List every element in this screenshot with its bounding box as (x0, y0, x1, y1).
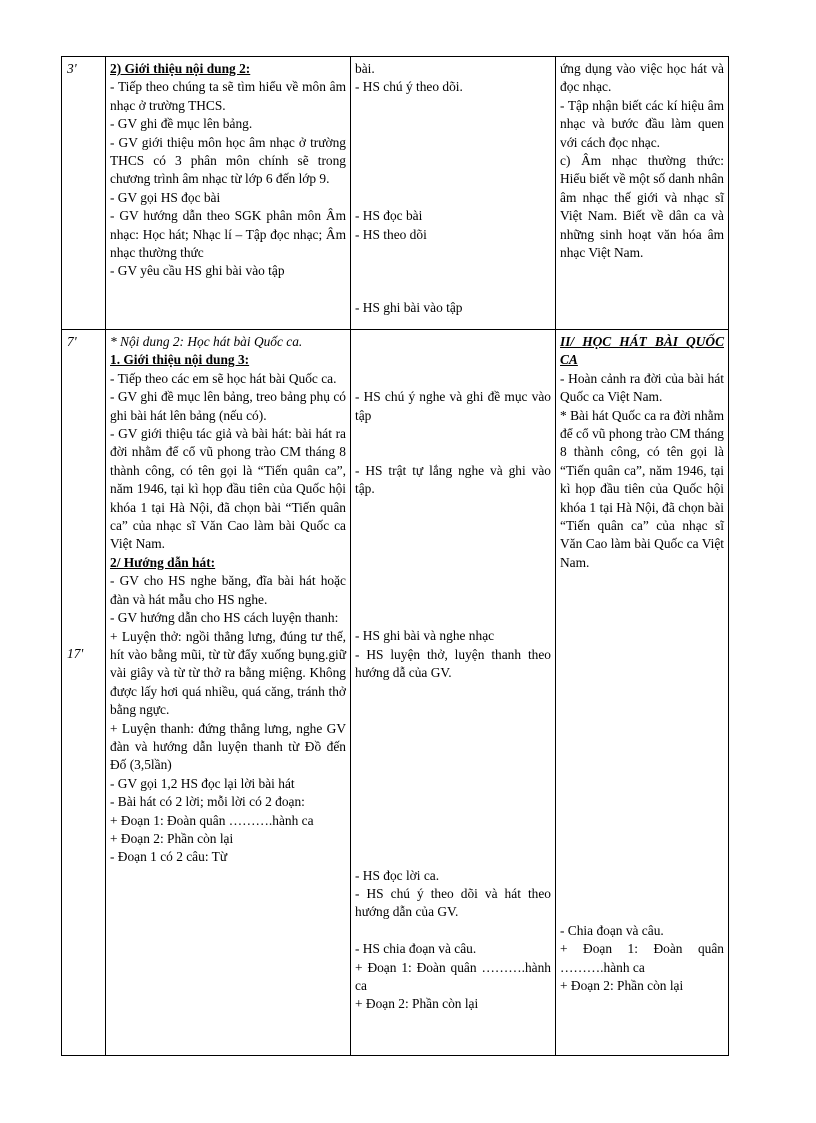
text-line: + Đoạn 1: Đoàn quân ……….hành ca (355, 959, 551, 994)
text-line: - HS theo dõi (355, 226, 427, 242)
text-line: - GV gọi 1,2 HS đọc lại lời bài hát (110, 775, 295, 791)
text-line: c) Âm nhạc thường thức: Hiểu biết về một số danh nhân âm nhạc thế giới và nhạc sĩ Việt Nam. Biết về dân ca và những sinh hoạt văn hóa âm nhạc Việt Nam. (560, 153, 724, 261)
spacer (355, 97, 551, 207)
text-line: - GV hướng dẫn cho HS cách luyện thanh: (110, 610, 339, 626)
text-line: - GV ghi đề mục lên bảng. (110, 116, 253, 132)
text-line: - GV ghi đề mục lên bảng, treo bảng phụ có ghi bài hát lên bảng (nếu có). (110, 389, 346, 423)
teacher-activity-cell (106, 57, 351, 330)
time-label: 17' (67, 646, 84, 662)
teacher-activity-cell (106, 330, 351, 1056)
text-line: - HS ghi bài và nghe nhạc (355, 628, 495, 644)
text-line: bài. (355, 61, 375, 76)
text-line: - GV giới thiệu môn học âm nhạc ở trường THCS có 3 phân môn chính sẽ trong chương trình âm nhạc từ lớp 6 đến lớp 9. (110, 134, 346, 187)
text-line: - HS chú ý theo dõi. (355, 79, 463, 95)
text-line: - Tập nhận biết các kí hiệu âm nhạc và bước đầu làm quen với cách đọc nhạc. (560, 97, 724, 150)
lesson-content-cell (556, 57, 729, 330)
text-line: - HS đọc bài (355, 208, 423, 224)
text-line: - GV hướng dẫn theo SGK phân môn Âm nhạc: Học hát; Nhạc lí – Tập đọc nhạc; Âm nhạc thường thức (110, 208, 346, 261)
text-line: - GV giới thiệu tác giả và bài hát: bài hát ra đời nhằm để cổ vũ phong trào CM tháng 8 thành công, có tên gọi là “Tiến quân ca”, năm 1946, tại kì họp đầu tiên của Quốc hội khóa 1 tại Hà Nội, đã chọn bài “Tiến quân ca” của nhạc sĩ Văn Cao làm bài Quốc ca Việt Nam. (110, 426, 346, 552)
text-line: ứng dụng vào việc học hát và đọc nhạc. (560, 61, 724, 95)
text-line: * Bài hát Quốc ca ra đời nhằm để cổ vũ phong trào CM tháng 8 thành công, có tên gọi là “Tiến quân ca”, năm 1946, tại kì họp đầu tiên của Quốc hội khóa 1 tại Hà Nội, đã chọn bài “Tiến quân ca” của nhạc sĩ Văn Cao làm bài Quốc ca Việt Nam. (560, 407, 724, 570)
student-activity-cell (351, 57, 556, 330)
text-line: - Đoạn 1 có 2 câu: Từ (110, 849, 228, 865)
text-line: - Chia đoạn và câu. (560, 922, 664, 938)
text-line: + Đoạn 1: Đoàn quân ……….hành ca (110, 812, 314, 828)
spacer (355, 333, 551, 388)
text-line: 1. Giới thiệu nội dung 3: (110, 352, 250, 368)
spacer (560, 572, 724, 922)
text-line: - HS trật tự lắng nghe và ghi vào tập. (355, 462, 551, 497)
text-line: - GV cho HS nghe băng, đĩa bài hát hoặc đàn và hát mẫu cho HS nghe. (110, 573, 346, 607)
text-line: + Đoạn 2: Phần còn lại (355, 996, 479, 1012)
table-row (62, 330, 729, 1056)
student-activity-cell (351, 330, 556, 1056)
lesson-plan-table (61, 56, 729, 1056)
text-line: + Đoạn 1: Đoàn quân ……….hành ca (560, 941, 724, 975)
text-line: - GV gọi HS đọc bài (110, 189, 221, 205)
time-cell (62, 330, 106, 1056)
text-line: - Bài hát có 2 lời; mỗi lời có 2 đoạn: (110, 794, 305, 810)
spacer (355, 683, 551, 867)
text-line: + Luyện thanh: đứng thẳng lưng, nghe GV đàn và hướng dẫn luyện thanh từ Đồ đến Đố (3,5lần) (110, 720, 346, 773)
text-line: - Hoàn cảnh ra đời của bài hát Quốc ca Việt Nam. (560, 370, 724, 405)
spacer (355, 922, 551, 940)
spacer (355, 499, 551, 628)
text-line: + Luyện thở: ngồi thẳng lưng, đúng tư thế, hít vào bằng mũi, từ từ đẩy xuống bụng.giữ vài giây và từ từ thở ra bằng miệng. Không được lấy hơi quá nhiều, quá căng, tránh thở bằng ngực. (110, 628, 346, 718)
text-line: + Đoạn 2: Phần còn lại (110, 830, 234, 846)
text-line: - HS luyện thở, luyện thanh theo hướng dẫ của GV. (355, 646, 551, 681)
text-line: - GV yêu cầu HS ghi bài vào tập (110, 263, 285, 279)
text-line: - Tiếp theo chúng ta sẽ tìm hiểu về môn âm nhạc ở trường THCS. (110, 79, 346, 113)
text-line: * Nội dung 2: Học hát bài Quốc ca. (110, 334, 303, 349)
time-cell (62, 57, 106, 330)
lesson-content-cell (556, 330, 729, 1056)
text-line: - HS chia đoạn và câu. (355, 941, 477, 957)
text-line: 2/ Hướng dẫn hát: (110, 554, 216, 570)
text-line: 2) Giới thiệu nội dung 2: (110, 61, 251, 76)
text-line: - HS đọc lời ca. (355, 867, 440, 883)
text-line: II/ HỌC HÁT BÀI QUỐC CA (560, 334, 724, 368)
text-line: - Tiếp theo các em sẽ học hát bài Quốc ca. (110, 370, 337, 386)
text-line: - HS chú ý nghe và ghi đề mục vào tập (355, 389, 551, 423)
text-line: - HS ghi bài vào tập (355, 300, 463, 316)
table-row (62, 57, 729, 330)
time-label: 7' (67, 334, 77, 349)
spacer (355, 244, 551, 299)
spacer (355, 425, 551, 462)
text-line: + Đoạn 2: Phần còn lại (560, 978, 684, 994)
time-label: 3' (67, 61, 77, 76)
text-line: - HS chú ý theo dõi và hát theo hướng dẫn của GV. (355, 886, 551, 920)
